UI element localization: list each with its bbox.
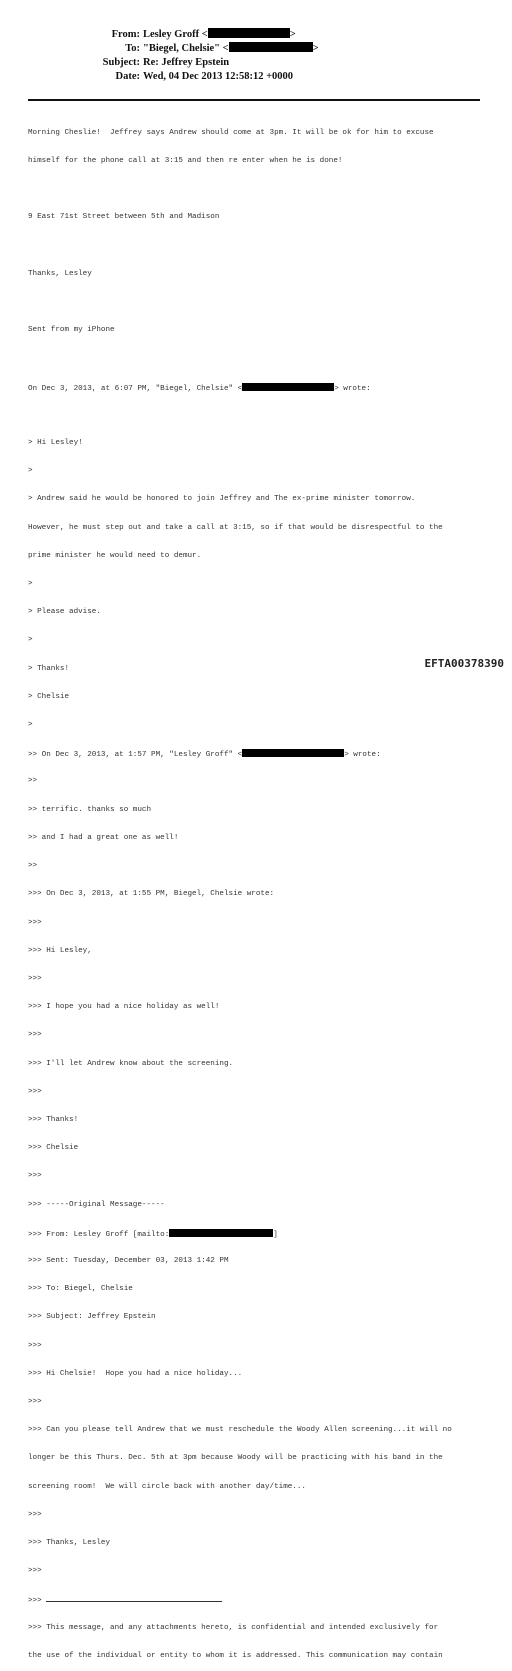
body-line: >>> <box>28 1510 42 1519</box>
redaction-block <box>242 749 344 757</box>
body-line: >>> Chelsie <box>28 1144 79 1153</box>
body-line: >>> Hi Lesley, <box>28 946 92 955</box>
body-line: > <box>28 580 33 589</box>
signature-divider <box>46 1595 222 1602</box>
body-line: > Chelsie <box>28 692 70 701</box>
body-line: >>> <box>28 1172 42 1181</box>
body-line: >>> Sent: Tuesday, December 03, 2013 1:42 PM <box>28 1256 229 1265</box>
body-line: screening room! We will circle back with another day/time... <box>28 1482 306 1491</box>
date-value: Wed, 04 Dec 2013 12:58:12 +0000 <box>143 71 294 82</box>
email-body <box>28 110 484 1671</box>
body-line: >>> <box>28 1397 42 1406</box>
body-line: >> <box>28 777 38 786</box>
subject-value: Re: Jeffrey Epstein <box>143 57 230 68</box>
quote-header-line: On Dec 3, 2013, at 6:07 PM, "Biegel, Chelsie" < > wrote: <box>28 384 371 393</box>
body-line: > Thanks! <box>28 664 70 673</box>
body-line: >>> This message, and any attachments hereto, is confidential and intended exclusively for <box>28 1623 439 1632</box>
to-label: To: <box>125 43 140 54</box>
body-line: >>> Can you please tell Andrew that we must reschedule the Woody Allen screening...it will no <box>28 1426 452 1435</box>
redaction-block <box>229 42 313 52</box>
body-line: Thanks, Lesley <box>28 269 92 278</box>
body-line: >>> <box>28 1567 42 1576</box>
body-line: >>> Subject: Jeffrey Epstein <box>28 1313 156 1322</box>
quote-header-line: >> On Dec 3, 2013, at 1:57 PM, "Lesley Groff" < > wrote: <box>28 751 381 760</box>
body-line: > <box>28 467 33 476</box>
redaction-block <box>169 1229 273 1237</box>
email-header <box>0 28 512 84</box>
body-line: >> and I had a great one as well! <box>28 833 179 842</box>
body-line: 9 East 71st Street between 5th and Madison <box>28 213 220 222</box>
body-line: >>> To: Biegel, Chelsie <box>28 1285 133 1294</box>
redaction-block <box>208 28 290 38</box>
body-line: >>> <box>28 1341 42 1350</box>
body-line: >>> <box>28 974 42 983</box>
body-line: Morning Cheslie! Jeffrey says Andrew should come at 3pm. It will be ok for him to excuse <box>28 128 434 137</box>
redaction-block <box>242 383 334 391</box>
body-line: >>> On Dec 3, 2013, at 1:55 PM, Biegel, Chelsie wrote: <box>28 890 275 899</box>
body-line: >>> <box>28 1087 42 1096</box>
body-line: Sent from my iPhone <box>28 326 115 335</box>
body-line: >>> Thanks! <box>28 1115 79 1124</box>
date-label: Date: <box>115 71 140 82</box>
subject-row <box>0 56 512 70</box>
body-line: > <box>28 721 33 730</box>
date-row <box>0 70 512 84</box>
body-line: longer be this Thurs. Dec. 5th at 3pm because Woody will be practicing with his band in the <box>28 1454 443 1463</box>
from-value: Lesley Groff < > <box>143 29 296 40</box>
body-line: >>> <box>28 918 42 927</box>
from-label: From: <box>111 29 140 40</box>
document-id: EFTA00378390 <box>424 657 504 670</box>
body-line: > Andrew said he would be honored to join Jeffrey and The ex-prime minister tomorrow. <box>28 495 416 504</box>
body-line: prime minister he would need to demur. <box>28 551 202 560</box>
body-line: > <box>28 636 33 645</box>
signature-rule-line: >>> <box>28 1595 484 1604</box>
body-line: > Please advise. <box>28 608 101 617</box>
body-line: >>> -----Original Message----- <box>28 1200 165 1209</box>
body-line: >>> I hope you had a nice holiday as well! <box>28 1003 220 1012</box>
body-line: > Hi Lesley! <box>28 439 83 448</box>
body-line: >>> Hi Chelsie! Hope you had a nice holiday... <box>28 1369 243 1378</box>
body-line: >>> I'll let Andrew know about the screening. <box>28 1059 234 1068</box>
body-line: >>> Thanks, Lesley <box>28 1538 111 1547</box>
subject-label: Subject: <box>102 57 140 68</box>
body-line: >> terrific. thanks so much <box>28 805 152 814</box>
body-line: However, he must step out and take a call at 3:15, so if that would be disrespectful to the <box>28 523 443 532</box>
from-row <box>0 28 512 42</box>
to-value: "Biegel, Chelsie" < > <box>143 43 319 54</box>
header-divider <box>28 99 480 101</box>
to-row <box>0 42 512 56</box>
body-line: himself for the phone call at 3:15 and then re enter when he is done! <box>28 157 343 166</box>
body-line: the use of the individual or entity to whom it is addressed. This communication may contain <box>28 1651 443 1660</box>
body-line: >> <box>28 862 38 871</box>
quote-header-line: >>> From: Lesley Groff [mailto: ] <box>28 1230 278 1239</box>
body-line: >>> <box>28 1031 42 1040</box>
